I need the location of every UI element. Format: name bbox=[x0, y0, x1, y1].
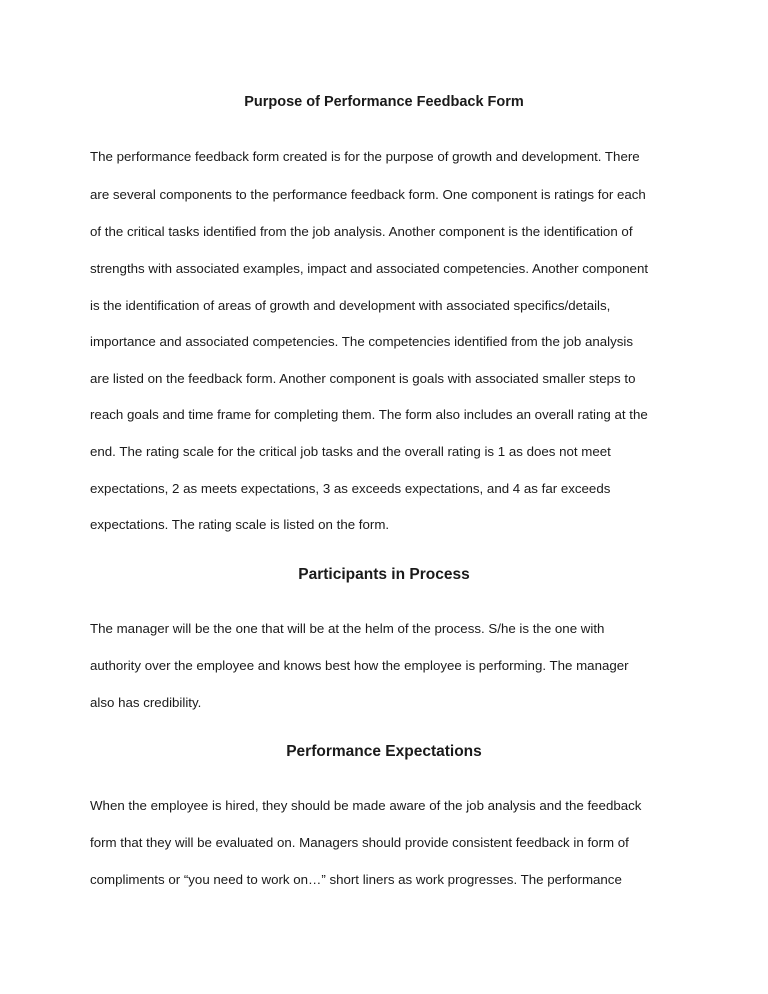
paragraph-line: also has credibility. bbox=[90, 695, 202, 710]
section-heading-participants: Participants in Process bbox=[298, 566, 470, 583]
paragraph-line: end. The rating scale for the critical job tasks and the overall rating is 1 as does not meet bbox=[90, 444, 611, 459]
paragraph-line: of the critical tasks identified from the job analysis. Another component is the identification of bbox=[90, 224, 633, 239]
paragraph-line: are listed on the feedback form. Another component is goals with associated smaller steps to bbox=[90, 371, 636, 386]
paragraph-line: compliments or “you need to work on…” short liners as work progresses. The performance bbox=[90, 872, 622, 887]
paragraph-line: are several components to the performance feedback form. One component is ratings for each bbox=[90, 187, 646, 202]
section-heading-purpose: Purpose of Performance Feedback Form bbox=[244, 94, 524, 110]
paragraph-line: When the employee is hired, they should be made aware of the job analysis and the feedback bbox=[90, 798, 642, 813]
paragraph-line: expectations. The rating scale is listed on the form. bbox=[90, 517, 390, 532]
paragraph-line: expectations, 2 as meets expectations, 3 as exceeds expectations, and 4 as far exceeds bbox=[90, 481, 611, 496]
paragraph-line: strengths with associated examples, impact and associated competencies. Another component bbox=[90, 261, 649, 276]
paragraph-line: form that they will be evaluated on. Managers should provide consistent feedback in form of bbox=[90, 835, 629, 850]
section-heading-expectations: Performance Expectations bbox=[286, 743, 482, 760]
paragraph-line: reach goals and time frame for completing them. The form also includes an overall rating at the bbox=[90, 407, 648, 422]
paragraph-line: The manager will be the one that will be at the helm of the process. S/he is the one with bbox=[90, 621, 605, 636]
paragraph-line: The performance feedback form created is for the purpose of growth and development. There bbox=[90, 149, 640, 164]
paragraph-line: importance and associated competencies. The competencies identified from the job analysis bbox=[90, 334, 634, 349]
paragraph-line: is the identification of areas of growth and development with associated specifics/details, bbox=[90, 298, 611, 313]
paragraph-line: authority over the employee and knows best how the employee is performing. The manager bbox=[90, 658, 629, 673]
